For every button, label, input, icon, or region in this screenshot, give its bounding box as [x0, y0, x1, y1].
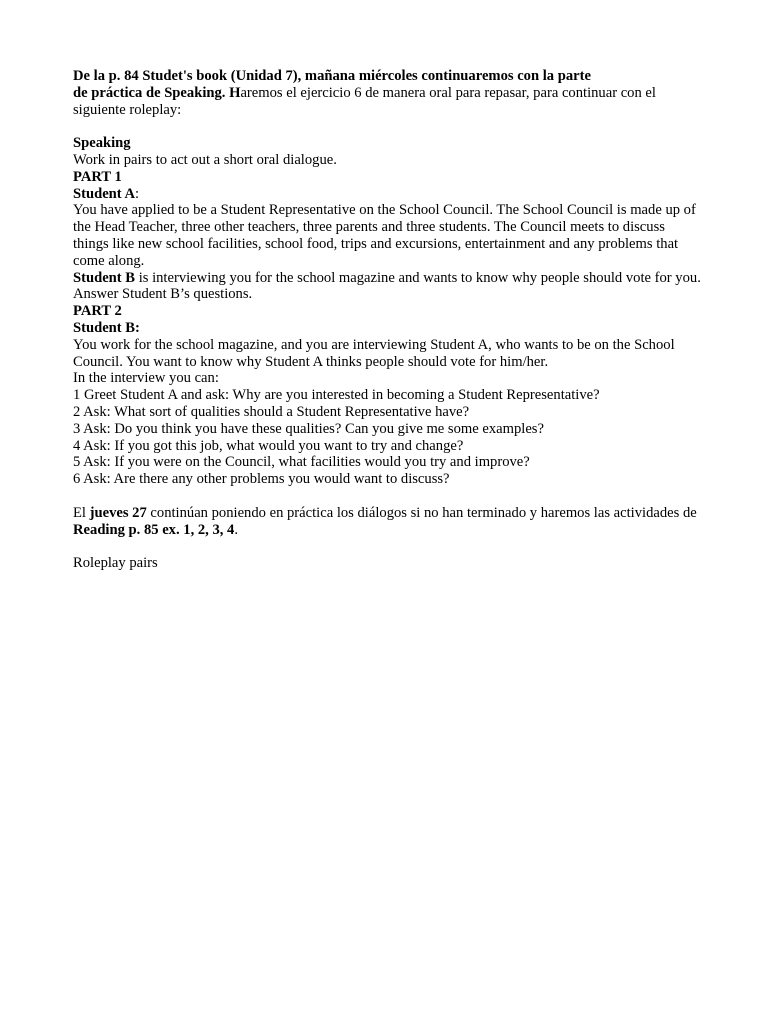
followup-text-3: .: [234, 521, 239, 538]
speaking-section: [73, 135, 703, 488]
document-page: [73, 68, 703, 572]
speaking-heading: Speaking: [73, 135, 131, 152]
intro-bold-line-2: de práctica de Speaking. H: [73, 84, 241, 101]
intro-text: aremos el ejercicio 6 de manera oral para repasar, para continuar con el siguiente roleplay:: [73, 84, 656, 118]
question-item-5: 5 Ask: If you were on the Council, what facilities would you try and improve?: [73, 454, 530, 471]
part1-paragraph: You have applied to be a Student Representative on the School Council. The School Council is made up of the Head Teacher, three other teachers, three parents and three students. The Council meets to discuss things like new school facilities, school food, trips and excursions, entertainment and any problems that come along.: [73, 202, 696, 269]
roleplay-pairs-text: Roleplay pairs: [73, 555, 158, 572]
question-item-1: 1 Greet Student A and ask: Why are you interested in becoming a Student Representative?: [73, 387, 600, 404]
question-item-3: 3 Ask: Do you think you have these qualities? Can you give me some examples?: [73, 420, 544, 437]
question-item-2: 2 Ask: What sort of qualities should a Student Representative have?: [73, 403, 470, 420]
interview-intro: In the interview you can:: [73, 370, 219, 387]
intro-bold-line-1: De la p. 84 Studet's book (Unidad 7), mañana miércoles continuaremos con la parte: [73, 68, 591, 84]
question-item-4: 4 Ask: If you got this job, what would you want to try and change?: [73, 437, 464, 454]
part2-heading: PART 2: [73, 303, 122, 320]
followup-date: jueves 27: [89, 504, 147, 521]
part1-heading: PART 1: [73, 168, 122, 185]
part2-paragraph: You work for the school magazine, and you are interviewing Student A, who wants to be on the School Council. You want to know why Student A thinks people should vote for him/her.: [73, 336, 675, 370]
part2-student-b-label: Student B:: [73, 319, 140, 336]
intro-paragraph: [73, 68, 703, 118]
spacer: [73, 488, 703, 505]
spacer: [73, 118, 703, 135]
question-item-6: 6 Ask: Are there any other problems you would want to discuss?: [73, 471, 450, 488]
followup-text-1: El: [73, 504, 90, 521]
followup-paragraph: [73, 505, 703, 539]
speaking-instruction: Work in pairs to act out a short oral dialogue.: [73, 151, 337, 168]
part1-student-b-text: is interviewing you for the school magazine and wants to know why people should vote for you. Answer Student B’s questions.: [73, 269, 701, 303]
part1-student-b-label: Student B: [73, 269, 136, 286]
followup-text-2: continúan poniendo en práctica los diálogos si no han terminado y haremos las actividades de: [146, 504, 697, 521]
spacer: [73, 538, 703, 555]
followup-reading-ref: Reading p. 85 ex. 1, 2, 3, 4: [73, 521, 235, 538]
part1-student-a-label: Student A: [73, 185, 136, 202]
part1-student-a-colon: :: [135, 185, 140, 202]
